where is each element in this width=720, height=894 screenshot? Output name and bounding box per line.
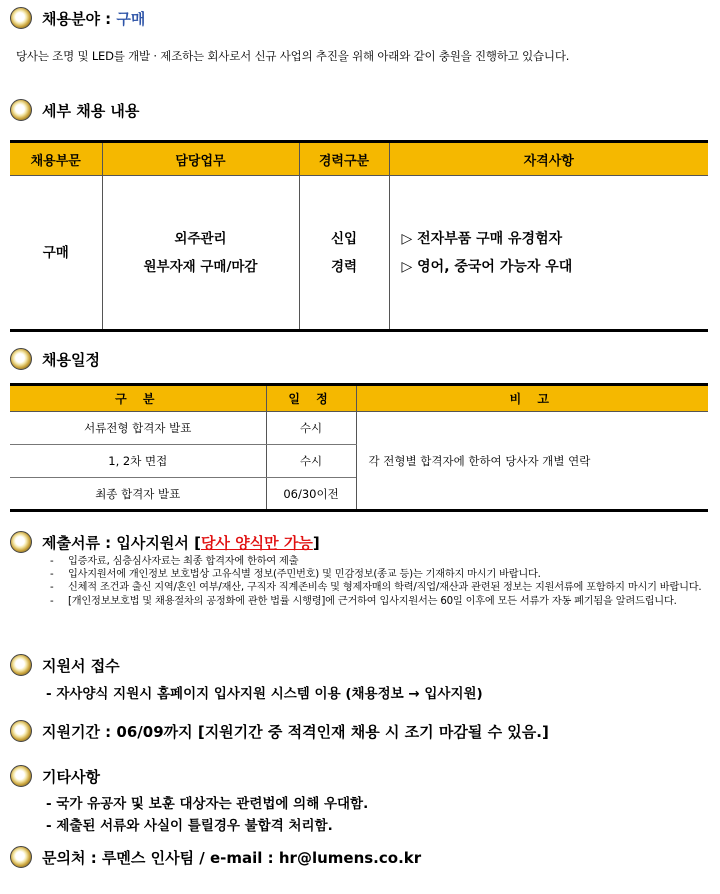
section-details [10, 98, 139, 122]
cell-date: 수시 [266, 445, 356, 478]
career-item: 신입 [330, 230, 358, 247]
bullet-icon [10, 7, 32, 29]
cell-career [299, 176, 389, 331]
list-item: - 입증자료, 심층심사자료는 최종 합격자에 한하여 제출 [48, 555, 708, 568]
bullet-icon [10, 846, 32, 868]
header-qualifications: 자격사항 [389, 142, 708, 176]
cell-qualifications [389, 176, 708, 331]
bullet-icon [10, 99, 32, 121]
documents-notes [48, 555, 708, 608]
duty-item: 원부자재 구매/마감 [143, 258, 258, 275]
section-title: 지원서 접수 [42, 656, 120, 675]
cell-stage: 1, 2차 면접 [10, 445, 266, 478]
section-period [10, 719, 549, 743]
list-item: - 자사양식 지원시 홈페이지 입사지원 시스템 이용 (채용정보 → 입사지원) [46, 683, 483, 705]
list-item: - [개인정보보호법 및 채용절차의 공정화에 관한 법률 시행령]에 근거하여 입사지원서는 60일 이후에 모든 서류가 자동 폐기됨을 알려드립니다. [48, 595, 708, 608]
bullet-icon [10, 348, 32, 370]
bullet-icon [10, 531, 32, 553]
cell-note: 각 전형별 합격자에 한하여 당사자 개별 연락 [356, 412, 708, 511]
section-title: 기타사항 [42, 767, 100, 786]
cell-department: 구매 [10, 176, 102, 331]
header-department: 채용부문 [10, 142, 102, 176]
bullet-icon [10, 720, 32, 742]
form-only-notice: 당사 양식만 가능 [200, 533, 313, 552]
table-row [10, 176, 708, 331]
section-etc [10, 764, 100, 788]
section-title: 지원기간 : 06/09까지 [지원기간 중 적격인재 채용 시 조기 마감될 수 있음.] [42, 722, 549, 741]
duty-item: 외주관리 [174, 230, 227, 247]
recruit-field-value: 구매 [116, 9, 146, 28]
application-list [46, 683, 483, 705]
header-note: 비 고 [356, 385, 708, 412]
etc-list [46, 793, 368, 837]
bullet-icon [10, 654, 32, 676]
section-schedule [10, 347, 100, 371]
section-contact [10, 845, 421, 869]
header-career: 경력구분 [299, 142, 389, 176]
cell-duties [102, 176, 299, 331]
section-title: 세부 채용 내용 [42, 101, 140, 120]
bullet-icon [10, 765, 32, 787]
cell-date: 06/30이전 [266, 478, 356, 511]
header-date: 일 정 [266, 385, 356, 412]
table-row [10, 412, 708, 445]
header-stage: 구 분 [10, 385, 266, 412]
section-title: 채용일정 [42, 350, 100, 369]
section-title: 문의처 : 루멘스 인사팀 / e-mail : hr@lumens.co.kr [42, 848, 422, 867]
cell-date: 수시 [266, 412, 356, 445]
intro-text: 당사는 조명 및 LED를 개발 · 제조하는 회사로서 신규 사업의 추진을 위해 아래와 같이 충원을 진행하고 있습니다. [16, 49, 570, 63]
schedule-table-header [10, 385, 708, 412]
section-title: 제출서류 : 입사지원서 [당사 양식만 가능] [42, 533, 320, 552]
list-item: - 제출된 서류와 사실이 틀릴경우 불합격 처리함. [46, 815, 368, 837]
job-table-header [10, 142, 708, 176]
header-duties: 담당업무 [102, 142, 299, 176]
section-title: 채용분야 : 구매 [42, 9, 146, 28]
qualification-item: ▷ 전자부품 구매 유경험자 [401, 230, 563, 247]
qualification-item: ▷ 영어, 중국어 가능자 우대 [401, 258, 573, 275]
list-item: - 입사지원서에 개인정보 보호법상 고유식별 정보(주민번호) 및 민감정보(종교 등)는 기재하지 마시기 바랍니다. [48, 568, 708, 581]
list-item: - 신체적 조건과 출신 지역/혼인 여부/재산, 구직자 직계존비속 및 형제자매의 학력/직업/재산과 관련된 정보는 지원서류에 포함하지 마시기 바랍니다. [48, 581, 708, 594]
cell-stage: 최종 합격자 발표 [10, 478, 266, 511]
list-item: - 국가 유공자 및 보훈 대상자는 관련법에 의해 우대함. [46, 793, 368, 815]
cell-stage: 서류전형 합격자 발표 [10, 412, 266, 445]
section-recruit-field [10, 6, 145, 30]
career-item: 경력 [330, 258, 358, 275]
section-application [10, 653, 120, 677]
schedule-table [10, 383, 708, 512]
job-table [10, 140, 708, 332]
section-documents [10, 530, 320, 554]
